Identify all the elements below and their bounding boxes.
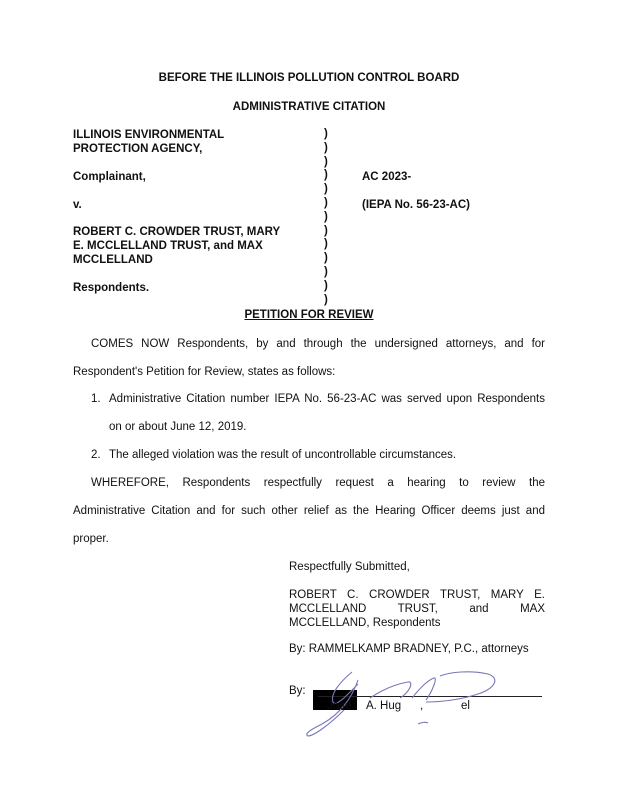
caption-paren: ): [324, 252, 328, 265]
signer-name-part2: A. Hug: [366, 700, 402, 712]
complainant-name-line2: PROTECTION AGENCY,: [73, 143, 203, 155]
intro-paragraph-line2: Respondent's Petition for Review, states as follows:: [73, 366, 336, 378]
caption-paren: ): [324, 293, 328, 306]
signer-name-part1: Jose: [327, 700, 352, 712]
wherefore-line1: [73, 477, 545, 489]
by-label: By:: [289, 685, 306, 697]
signing-party-block: [289, 588, 545, 630]
caption-paren: ): [324, 155, 328, 168]
signing-party-line2: MCCLELLAND TRUST, and MAX: [289, 603, 545, 615]
item-2-number: 2.: [91, 449, 101, 461]
caption-paren: ): [324, 224, 328, 237]
signing-party-line3: MCCLELLAND, Respondents: [289, 617, 441, 629]
caption-paren: ): [324, 169, 328, 182]
attorney-firm-line: By: RAMMELKAMP BRADNEY, P.C., attorneys: [289, 643, 529, 655]
complainant-label: Complainant,: [73, 171, 146, 183]
caption-paren: ): [324, 141, 328, 154]
iepa-number: (IEPA No. 56-23-AC): [362, 199, 470, 211]
respondent-name-line2: E. MCCLELLAND TRUST, and MAX: [73, 240, 263, 252]
petition-title: PETITION FOR REVIEW: [244, 309, 374, 321]
intro-text-line1: COMES NOW Respondents, by and through the undersigned attorneys, and for: [91, 338, 545, 350]
caption-paren: ): [324, 196, 328, 209]
caption-parenthesis-column: [324, 128, 334, 307]
respondent-name-line1: ROBERT C. CROWDER TRUST, MARY: [73, 226, 281, 238]
wherefore-line3: proper.: [73, 533, 109, 545]
caption-paren: ): [324, 279, 328, 292]
item-1-number: 1.: [91, 393, 101, 405]
respondent-name-line3: MCCLELLAND: [73, 254, 153, 266]
document-type-heading: ADMINISTRATIVE CITATION: [232, 101, 386, 113]
item-1-line2: on or about June 12, 2019.: [109, 421, 247, 433]
closing-salutation: Respectfully Submitted,: [289, 561, 410, 573]
wherefore-line2: Administrative Citation and for such other relief as the Hearing Officer deems just and: [73, 505, 545, 517]
caption-paren: ): [324, 238, 328, 251]
caption-paren: ): [324, 183, 328, 196]
item-2-line1: The alleged violation was the result of uncontrollable circumstances.: [109, 449, 457, 461]
signer-name-part3: ,: [420, 700, 424, 712]
board-heading: BEFORE THE ILLINOIS POLLUTION CONTROL BOARD: [158, 72, 460, 84]
intro-paragraph-line1: [73, 338, 545, 350]
respondents-label: Respondents.: [73, 282, 150, 294]
case-number: AC 2023-: [362, 171, 412, 183]
caption-paren: ): [324, 265, 328, 278]
complainant-name-line1: ILLINOIS ENVIRONMENTAL: [73, 129, 225, 141]
signer-name-part4: el: [461, 700, 470, 712]
caption-paren: ): [324, 210, 328, 223]
item-1-line1: Administrative Citation number IEPA No. 56-23-AC was served upon Respondents: [109, 393, 545, 405]
caption-paren: ): [324, 128, 328, 140]
wherefore-text-line1: WHEREFORE, Respondents respectfully request a hearing to review the: [91, 477, 545, 489]
signing-party-line1: ROBERT C. CROWDER TRUST, MARY E.: [289, 589, 545, 601]
versus-label: v.: [73, 199, 82, 211]
